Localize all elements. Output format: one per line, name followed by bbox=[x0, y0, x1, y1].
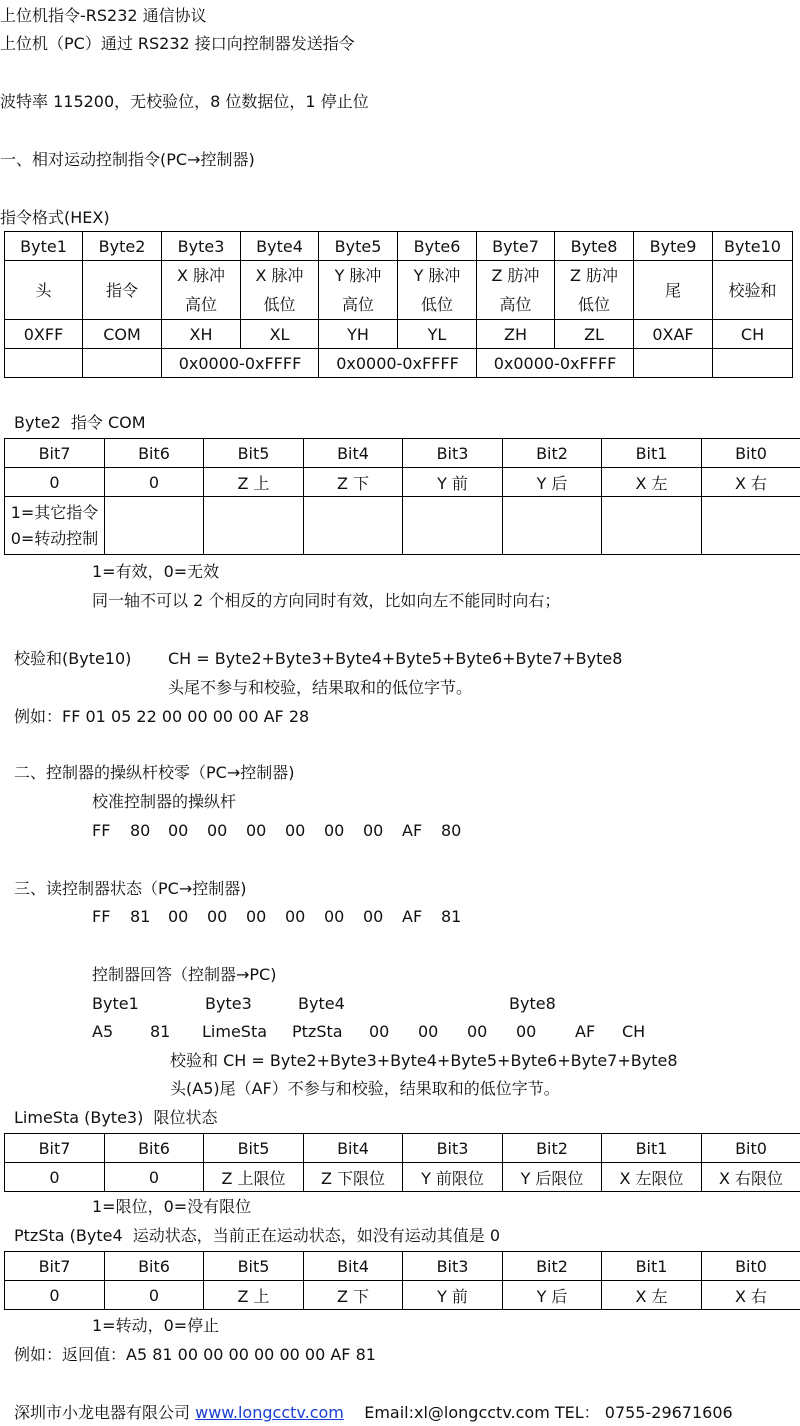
byte-meaning: Y 脉冲 低位 bbox=[398, 261, 477, 320]
bit7-note bbox=[5, 497, 105, 555]
com-bit-table bbox=[4, 438, 800, 555]
byte-header: Byte3 bbox=[162, 232, 241, 261]
byte-header: Byte7 bbox=[477, 232, 555, 261]
byte-meaning: X 脉冲 高位 bbox=[162, 261, 241, 320]
bit-header: Bit6 bbox=[105, 1252, 204, 1281]
y-pulse-range: 0x0000-0xFFFF bbox=[319, 349, 477, 378]
bit-value: Y 前限位 bbox=[403, 1163, 503, 1192]
byte-label: Byte8 bbox=[509, 994, 556, 1013]
byte-label: Byte3 bbox=[205, 994, 252, 1013]
bit-value: Y 前 bbox=[403, 1281, 503, 1310]
checksum-note: 头尾不参与和校验，结果取和的低位字节。 bbox=[168, 678, 473, 697]
byte-header: Byte5 bbox=[319, 232, 398, 261]
empty-cell bbox=[713, 349, 793, 378]
valid-note: 1=有效，0=无效 bbox=[92, 562, 220, 581]
bit-header: Bit2 bbox=[503, 1252, 602, 1281]
footer bbox=[14, 1403, 733, 1423]
example-reply: 例如：返回值：A5 81 00 00 00 00 00 00 AF 81 bbox=[14, 1345, 376, 1364]
hex-byte: 00 bbox=[418, 1022, 439, 1041]
hex-byte: 00 bbox=[363, 907, 384, 926]
bit-header: Bit3 bbox=[403, 439, 503, 468]
hex-byte: 00 bbox=[207, 821, 228, 840]
hex-byte: 00 bbox=[168, 821, 189, 840]
byte-code: XL bbox=[241, 320, 319, 349]
hex-byte: 81 bbox=[130, 907, 151, 926]
bit-value: Z 下 bbox=[304, 468, 403, 497]
bit-header: Bit1 bbox=[602, 1252, 702, 1281]
bit-header: Bit1 bbox=[602, 439, 702, 468]
empty-cell bbox=[83, 349, 162, 378]
bit-value: Z 上 bbox=[204, 468, 304, 497]
bit-value: Z 上 bbox=[204, 1281, 304, 1310]
byte-meaning: Y 脉冲 高位 bbox=[319, 261, 398, 320]
bit-value: Y 后限位 bbox=[503, 1163, 602, 1192]
reply-checksum-note: 头(A5)尾（AF）不参与和校验，结果取和的低位字节。 bbox=[170, 1079, 560, 1098]
byte-header: Byte1 bbox=[5, 232, 83, 261]
checksum-label: 校验和(Byte10) bbox=[14, 649, 132, 668]
bit-header: Bit1 bbox=[602, 1134, 702, 1163]
doc-subtitle: 上位机（PC）通过 RS232 接口向控制器发送指令 bbox=[0, 34, 355, 53]
bit-value: 0 bbox=[5, 1163, 105, 1192]
com-label: Byte2 指令 COM bbox=[14, 413, 146, 432]
x-pulse-range: 0x0000-0xFFFF bbox=[162, 349, 319, 378]
bit-header: Bit7 bbox=[5, 439, 105, 468]
byte-code: 0XFF bbox=[5, 320, 83, 349]
bit-value: Y 前 bbox=[403, 468, 503, 497]
hex-byte: 00 bbox=[168, 907, 189, 926]
bit-header: Bit5 bbox=[204, 1252, 304, 1281]
bit7-note-other: 1=其它指令 bbox=[10, 502, 99, 522]
byte-meaning: 尾 bbox=[634, 261, 713, 320]
bit-header: Bit7 bbox=[5, 1252, 105, 1281]
bit-value: 0 bbox=[105, 1163, 204, 1192]
bit-header: Bit5 bbox=[204, 439, 304, 468]
hex-byte: 00 bbox=[246, 907, 267, 926]
bit-value: Y 后 bbox=[503, 468, 602, 497]
byte-header: Byte2 bbox=[83, 232, 162, 261]
bit-header: Bit7 bbox=[5, 1134, 105, 1163]
bit-header: Bit0 bbox=[702, 1134, 800, 1163]
hex-byte: 81 bbox=[441, 907, 462, 926]
section3-heading: 三、读控制器状态（PC→控制器) bbox=[14, 879, 247, 898]
hex-byte: FF bbox=[92, 907, 111, 926]
bit7-note-rotate: 0=转动控制 bbox=[10, 528, 99, 548]
limit-note: 1=限位，0=没有限位 bbox=[92, 1197, 252, 1216]
empty-cell bbox=[204, 497, 304, 555]
hex-byte: 00 bbox=[285, 907, 306, 926]
ptz-label: PtzSta (Byte4 运动状态，当前正在运动状态，如没有运动其值是 0 bbox=[14, 1226, 501, 1245]
byte-meaning: 头 bbox=[5, 261, 83, 320]
bit-value: Z 下 bbox=[304, 1281, 403, 1310]
hex-byte: AF bbox=[402, 821, 423, 840]
bit-value: Z 上限位 bbox=[204, 1163, 304, 1192]
empty-cell bbox=[105, 497, 204, 555]
bit-header: Bit2 bbox=[503, 1134, 602, 1163]
byte-header: Byte10 bbox=[713, 232, 793, 261]
byte-code: YH bbox=[319, 320, 398, 349]
website-link[interactable]: www.longcctv.com bbox=[195, 1403, 344, 1422]
byte-header: Byte6 bbox=[398, 232, 477, 261]
bit-header: Bit3 bbox=[403, 1252, 503, 1281]
hex-byte: 00 bbox=[324, 907, 345, 926]
bit-header: Bit6 bbox=[105, 1134, 204, 1163]
bit-value: X 左 bbox=[602, 468, 702, 497]
hex-byte: 00 bbox=[324, 821, 345, 840]
ptz-status-table bbox=[4, 1251, 800, 1310]
limit-label: LimeSta (Byte3) 限位状态 bbox=[14, 1108, 218, 1127]
hex-byte: CH bbox=[622, 1022, 646, 1041]
byte-code: ZH bbox=[477, 320, 555, 349]
byte-meaning: 指令 bbox=[83, 261, 162, 320]
hex-byte: FF bbox=[92, 821, 111, 840]
empty-cell bbox=[5, 349, 83, 378]
byte-header: Byte8 bbox=[555, 232, 634, 261]
byte-label: Byte4 bbox=[298, 994, 345, 1013]
empty-cell bbox=[403, 497, 503, 555]
bit-header: Bit4 bbox=[304, 1134, 403, 1163]
byte-meaning: X 脉冲 低位 bbox=[241, 261, 319, 320]
hex-byte: AF bbox=[402, 907, 423, 926]
hex-byte: AF bbox=[575, 1022, 596, 1041]
empty-cell bbox=[634, 349, 713, 378]
byte-code: CH bbox=[713, 320, 793, 349]
section2-heading: 二、控制器的操纵杆校零（PC→控制器) bbox=[14, 763, 295, 782]
byte-meaning: Z 肪冲 低位 bbox=[555, 261, 634, 320]
serial-settings: 波特率 115200，无校验位，8 位数据位，1 停止位 bbox=[0, 92, 369, 111]
bit-value: X 左 bbox=[602, 1281, 702, 1310]
bit-value: 0 bbox=[5, 468, 105, 497]
hex-byte: 00 bbox=[246, 821, 267, 840]
byte-header: Byte4 bbox=[241, 232, 319, 261]
hex-byte: PtzSta bbox=[292, 1022, 343, 1041]
byte-header: Byte9 bbox=[634, 232, 713, 261]
byte-label: Byte1 bbox=[92, 994, 139, 1013]
bit-header: Bit6 bbox=[105, 439, 204, 468]
reply-checksum-formula: 校验和 CH = Byte2+Byte3+Byte4+Byte5+Byte6+Byte7+Byte8 bbox=[170, 1051, 678, 1070]
empty-cell bbox=[702, 497, 800, 555]
example-command: 例如：FF 01 05 22 00 00 00 00 AF 28 bbox=[14, 707, 310, 726]
bit-header: Bit0 bbox=[702, 439, 800, 468]
format-label: 指令格式(HEX) bbox=[0, 208, 110, 227]
checksum-formula: CH = Byte2+Byte3+Byte4+Byte5+Byte6+Byte7+Byte8 bbox=[168, 649, 623, 668]
empty-cell bbox=[602, 497, 702, 555]
hex-byte: 81 bbox=[150, 1022, 171, 1041]
reply-heading: 控制器回答（控制器→PC) bbox=[92, 965, 277, 984]
hex-byte: A5 bbox=[92, 1022, 114, 1041]
hex-byte: 80 bbox=[441, 821, 462, 840]
hex-byte: 00 bbox=[363, 821, 384, 840]
bit-value: X 左限位 bbox=[602, 1163, 702, 1192]
bit-value: X 右限位 bbox=[702, 1163, 800, 1192]
bit-header: Bit2 bbox=[503, 439, 602, 468]
command-format-table bbox=[4, 231, 793, 378]
byte-meaning: Z 肪冲 高位 bbox=[477, 261, 555, 320]
ptz-note: 1=转动，0=停止 bbox=[92, 1316, 220, 1335]
z-pulse-range: 0x0000-0xFFFF bbox=[477, 349, 634, 378]
bit-header: Bit4 bbox=[304, 439, 403, 468]
section1-heading: 一、相对运动控制指令(PC→控制器) bbox=[0, 150, 255, 169]
byte-code: YL bbox=[398, 320, 477, 349]
company-name: 深圳市小龙电器有限公司 bbox=[14, 1403, 191, 1422]
section2-desc: 校准控制器的操纵杆 bbox=[92, 792, 237, 811]
hex-byte: 00 bbox=[285, 821, 306, 840]
byte-code: COM bbox=[83, 320, 162, 349]
hex-byte: 00 bbox=[207, 907, 228, 926]
bit-header: Bit3 bbox=[403, 1134, 503, 1163]
contact-info: Email:xl@longcctv.com TEL： 0755-29671606 bbox=[364, 1403, 733, 1422]
hex-byte: 00 bbox=[516, 1022, 537, 1041]
hex-byte: 80 bbox=[130, 821, 151, 840]
bit-value: Z 下限位 bbox=[304, 1163, 403, 1192]
byte-meaning: 校验和 bbox=[713, 261, 793, 320]
bit-value: 0 bbox=[5, 1281, 105, 1310]
bit-value: 0 bbox=[105, 1281, 204, 1310]
hex-byte: LimeSta bbox=[202, 1022, 268, 1041]
bit-value: X 右 bbox=[702, 468, 800, 497]
bit-header: Bit4 bbox=[304, 1252, 403, 1281]
bit-value: X 右 bbox=[702, 1281, 800, 1310]
byte-code: XH bbox=[162, 320, 241, 349]
hex-byte: 00 bbox=[369, 1022, 390, 1041]
bit-value: Y 后 bbox=[503, 1281, 602, 1310]
limit-status-table bbox=[4, 1133, 800, 1192]
doc-title: 上位机指令-RS232 通信协议 bbox=[0, 6, 207, 25]
hex-byte: 00 bbox=[467, 1022, 488, 1041]
byte-code: 0XAF bbox=[634, 320, 713, 349]
byte-code: ZL bbox=[555, 320, 634, 349]
bit-value: 0 bbox=[105, 468, 204, 497]
empty-cell bbox=[503, 497, 602, 555]
bit-header: Bit0 bbox=[702, 1252, 800, 1281]
empty-cell bbox=[304, 497, 403, 555]
bit-header: Bit5 bbox=[204, 1134, 304, 1163]
axis-note: 同一轴不可以 2 个相反的方向同时有效，比如向左不能同时向右； bbox=[92, 591, 561, 610]
